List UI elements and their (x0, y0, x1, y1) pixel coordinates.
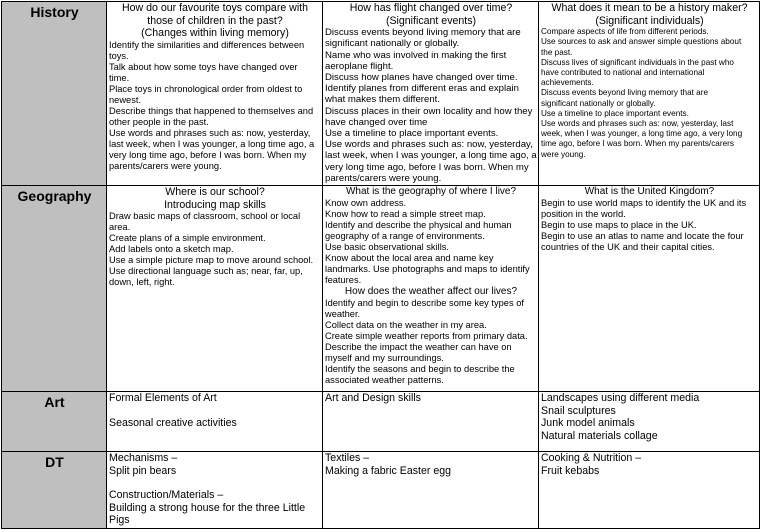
dt-topic-3: Cooking & Nutrition – Fruit kebabs (539, 452, 760, 529)
art-topic-2: Art and Design skills (323, 392, 539, 452)
art-row (2, 392, 760, 452)
subject-geography: Geography (2, 186, 107, 392)
topic-heading: What is the United Kingdom? (584, 186, 715, 197)
subject-dt: DT (2, 452, 107, 529)
subject-history: History (2, 2, 107, 186)
art-topic-3: Landscapes using different media Snail sculptures Junk model animals Natural materials collage (539, 392, 760, 452)
topic-heading: What is the geography of where I live? (345, 186, 517, 197)
topic-heading: How has flight changed over time? (Significant events) (349, 2, 513, 27)
dt-topic-2: Textiles – Making a fabric Easter egg (323, 452, 539, 529)
history-topic-3 (539, 2, 760, 186)
topic-objectives: Compare aspects of life from different periods. Use sources to ask and answer simple questions about the past. Discuss lives of significant individuals in the past who have contributed to national and international achievements. Discuss events beyond living memory that are significant nationally or globally. Use a timeline to place important events. Use words and phrases such as: now, yesterday, last week, when I was younger, a long time ago, a very long time ago, before I was born. When my parents/carers were young. (541, 27, 743, 159)
dt-row (2, 452, 760, 529)
topic-objectives: Identify the similarities and differences between toys. Talk about how some toys have changed over time. Place toys in chronological order from oldest to newest. Describe things that happened to themselves and other people in the past. Use words and phrases such as: now, yesterday, last week, when I was younger, a long time ago, a very long time ago, before I was born. When my parents/carers were young. (109, 39, 315, 171)
subject-art: Art (2, 392, 107, 452)
topic-objectives: Discuss events beyond living memory that are significant nationally or globally. Name who was involved in making the first aeroplane flight. Discuss how planes have changed over time. Identify planes from different eras and explain what makes them different. Discuss places in their own locality and how they have changed over time Use a timeline to place important events. Use words and phrases such as: now, yesterday, last week, when I was younger, a long time ago, a very long time ago, before I was born. When my parents/carers were young. (325, 27, 537, 184)
geography-topic-2 (323, 186, 539, 392)
art-topic-1: Formal Elements of Art Seasonal creative activities (107, 392, 323, 452)
topic-objectives: Draw basic maps of classroom, school or local area. Create plans of a simple environment. Add labels onto a sketch map. Use a simple picture map to move around school. Use directional language such as; near, far, up, down, left, right. (109, 211, 314, 288)
history-row (2, 2, 760, 186)
history-topic-1 (107, 2, 323, 186)
topic-objectives-2: Identify and begin to describe some key types of weather. Collect data on the weather in my area. Create simple weather reports from primary data. Describe the impact the weather can have on myself and my surroundings. Identify the seasons and begin to describe the associated weather patterns. (325, 297, 528, 385)
geography-row (2, 186, 760, 392)
dt-topic-1: Mechanisms – Split pin bears Construction/Materials – Building a strong house for the three Little Pigs (107, 452, 323, 529)
geography-topic-3 (539, 186, 760, 392)
geography-topic-1 (107, 186, 323, 392)
curriculum-table (1, 1, 760, 529)
history-topic-2 (323, 2, 539, 186)
topic-heading: How do our favourite toys compare with those of children in the past? (Changes within living memory) (121, 2, 309, 40)
topic-heading: Where is our school? Introducing map skills (164, 186, 266, 211)
topic-heading-2: How does the weather affect our lives? (344, 285, 518, 297)
topic-objectives: Begin to use world maps to identify the UK and its position in the world. Begin to use maps to place in the UK. Begin to use an atlas to name and locate the four countries of the UK and their capital cities. (541, 197, 747, 252)
topic-heading: What does it mean to be a history maker? (Significant individuals) (551, 2, 748, 27)
topic-objectives: Know own address. Know how to read a simple street map. Identify and describe the physical and human geography of a range of environments. Use basic observational skills. Know about the local area and name key landmarks. Use photographs and maps to identify features. (325, 197, 530, 285)
